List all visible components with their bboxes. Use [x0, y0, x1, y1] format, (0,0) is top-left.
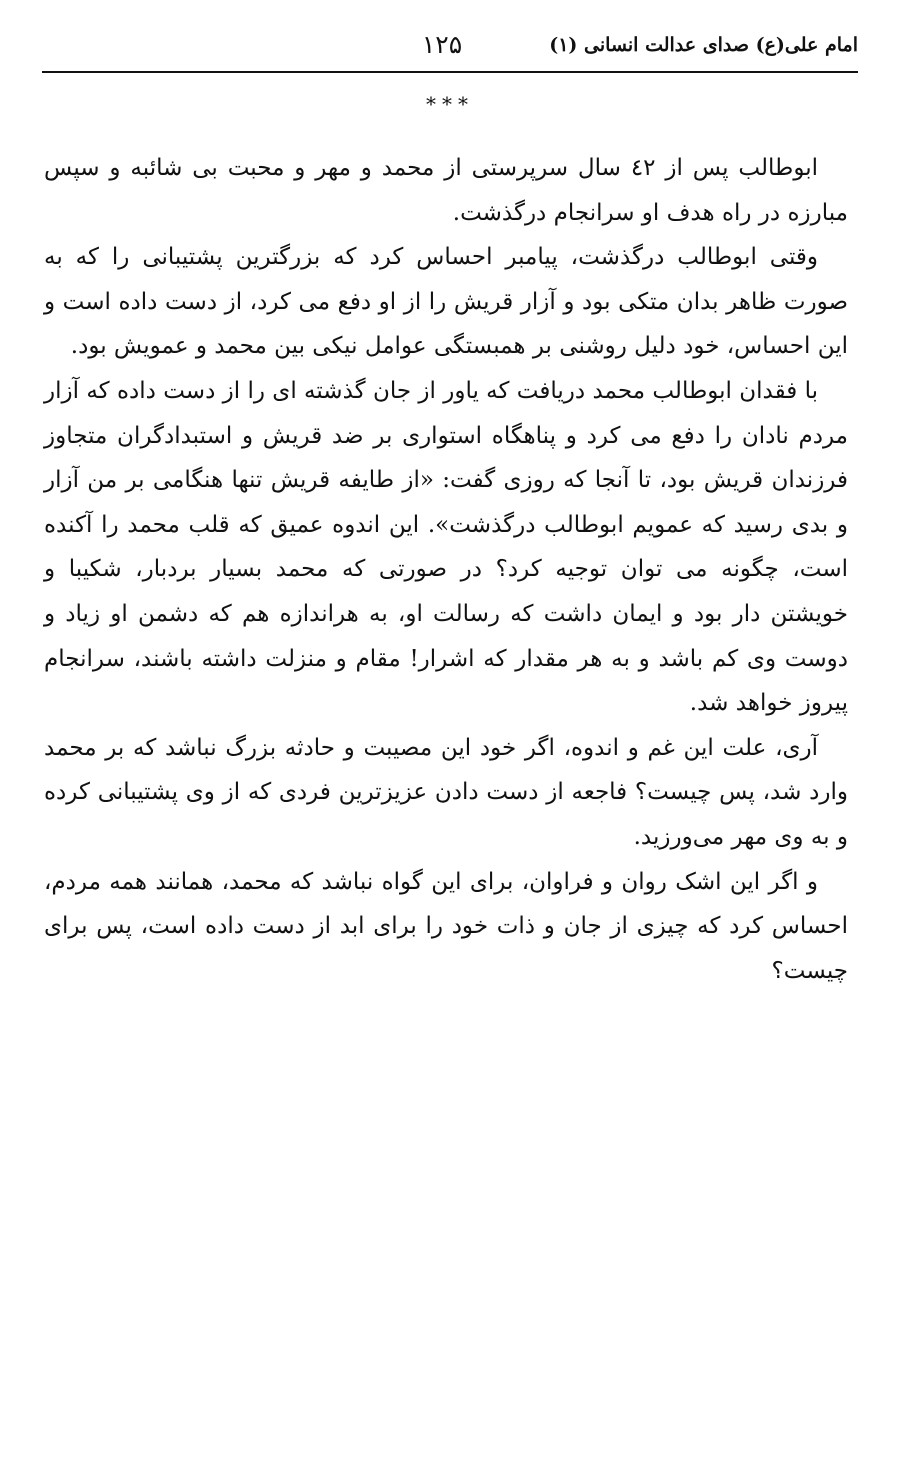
- body-text: [44, 146, 848, 993]
- paragraph: ابوطالب پس از ٤٢ سال سرپرستی از محمد و مهر و محبت بی شائبه و سپس مبارزه در راه هدف او سرانجام درگذشت.: [44, 155, 848, 226]
- header-title: امام علی(ع) صدای عدالت انسانی (۱): [549, 34, 858, 56]
- running-header: [42, 30, 858, 66]
- section-separator: ***: [426, 92, 474, 116]
- paragraph: وقتی ابوطالب درگذشت، پیامبر احساس کرد که بزرگترین پشتیبانی را که به صورت ظاهر بدان متکی بود و آزار قریش را از او دفع می کرد، از دست داده است و این احساس، خود دلیل روشنی بر همبستگی عوامل نیکی بین محمد و عمویش بود.: [44, 244, 848, 360]
- header-divider: [42, 71, 858, 73]
- paragraph: آری، علت این غم و اندوه، اگر خود این مصیبت و حادثه بزرگ نباشد که بر محمد وارد شد، پس چیست؟ فاجعه از دست دادن عزیزترین فردی که از وی پشتیبانی کرده و به وی مهر می‌ورزید.: [44, 734, 848, 850]
- paragraph: با فقدان ابوطالب محمد دریافت که یاور از جان گذشته ای را از دست داده که آزار مردم نادان را دفع می کرد و پناهگاه استواری بر ضد قریش و استبدادگران متجاوز فرزندان قریش بود، تا آنجا که روزی گفت: «از طایفه قریش تنها هنگامی بر من آزار و بدی رسید که عمویم ابوطالب درگذشت». این اندوه عمیق که قلب محمد را آکنده است، چگونه می توان توجیه کرد؟ در صورتی که محمد بسیار بردبار، شکیبا و خویشتن دار بود و ایمان داشت که رسالت او، به هراندازه هم که دشمن او زیاد و دوست وی کم باشد و به هر مقدار که اشرار! مقام و منزلت داشته باشند، سرانجام پیروز خواهد شد.: [44, 377, 848, 717]
- paragraph: و اگر این اشک روان و فراوان، برای این گواه نباشد که محمد، همانند همه مردم، احساس کرد که چیزی از جان و ذات خود را برای ابد از دست داده است، پس برای چیست؟: [44, 868, 848, 984]
- page-number: ۱۲۵: [421, 30, 463, 59]
